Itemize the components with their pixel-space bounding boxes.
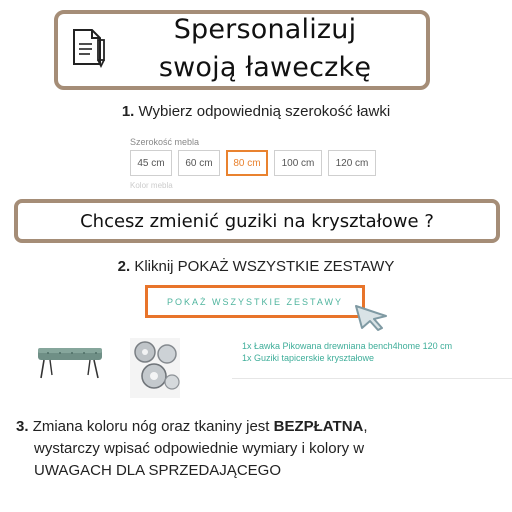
step3-number: 3. xyxy=(16,418,29,435)
bundle-item-buttons[interactable]: 1x Guziki tapicerskie kryształowe xyxy=(242,353,375,363)
step1-text: Wybierz odpowiednią szerokość ławki xyxy=(138,103,391,120)
step3-text-part1: Zmiana koloru nóg oraz tkaniny jest xyxy=(32,418,274,435)
width-field-label: Szerokość mebla xyxy=(130,137,200,147)
width-option-45[interactable]: 45 cm xyxy=(130,150,172,176)
width-option-60[interactable]: 60 cm xyxy=(178,150,220,176)
width-option-120[interactable]: 120 cm xyxy=(328,150,376,176)
bundle-item-bench[interactable]: 1x Ławka Pikowana drewniana bench4home 120 cm xyxy=(242,341,453,351)
width-option-100[interactable]: 100 cm xyxy=(274,150,322,176)
step3-line-2: wystarczy wpisać odpowiednie wymiary i kolory w xyxy=(34,440,365,457)
step2-text: Kliknij POKAŻ WSZYSTKIE ZESTAWY xyxy=(134,258,395,275)
question-box: Chcesz zmienić guziki na kryształowe ? xyxy=(14,199,500,243)
step3-text-part2: , xyxy=(363,418,368,435)
list-divider xyxy=(232,378,512,379)
step3-instruction xyxy=(16,416,506,482)
faded-field-label: Kolor mebla xyxy=(130,181,173,190)
document-pencil-icon xyxy=(68,26,108,68)
bundle-list xyxy=(242,340,512,364)
bench-image xyxy=(34,342,106,382)
step1-number: 1. xyxy=(121,103,135,120)
step3-line-3: UWAGACH DLA SPRZEDAJĄCEGO xyxy=(34,462,281,479)
page-title-line-2: swoją ławeczkę xyxy=(158,52,372,83)
step2-instruction xyxy=(0,258,512,275)
width-option-80-selected[interactable]: 80 cm xyxy=(226,150,268,176)
crystal-buttons-image xyxy=(130,338,180,398)
page-title-line-1: Spersonalizuj xyxy=(173,14,357,45)
step3-line-1 xyxy=(16,416,506,438)
show-all-sets-button[interactable]: POKAŻ WSZYSTKIE ZESTAWY xyxy=(145,285,365,318)
cursor-arrow-icon xyxy=(352,302,394,332)
step3-bold-free: BEZPŁATNA xyxy=(273,418,364,435)
step1-instruction xyxy=(0,103,512,120)
step2-number: 2. xyxy=(117,258,131,275)
